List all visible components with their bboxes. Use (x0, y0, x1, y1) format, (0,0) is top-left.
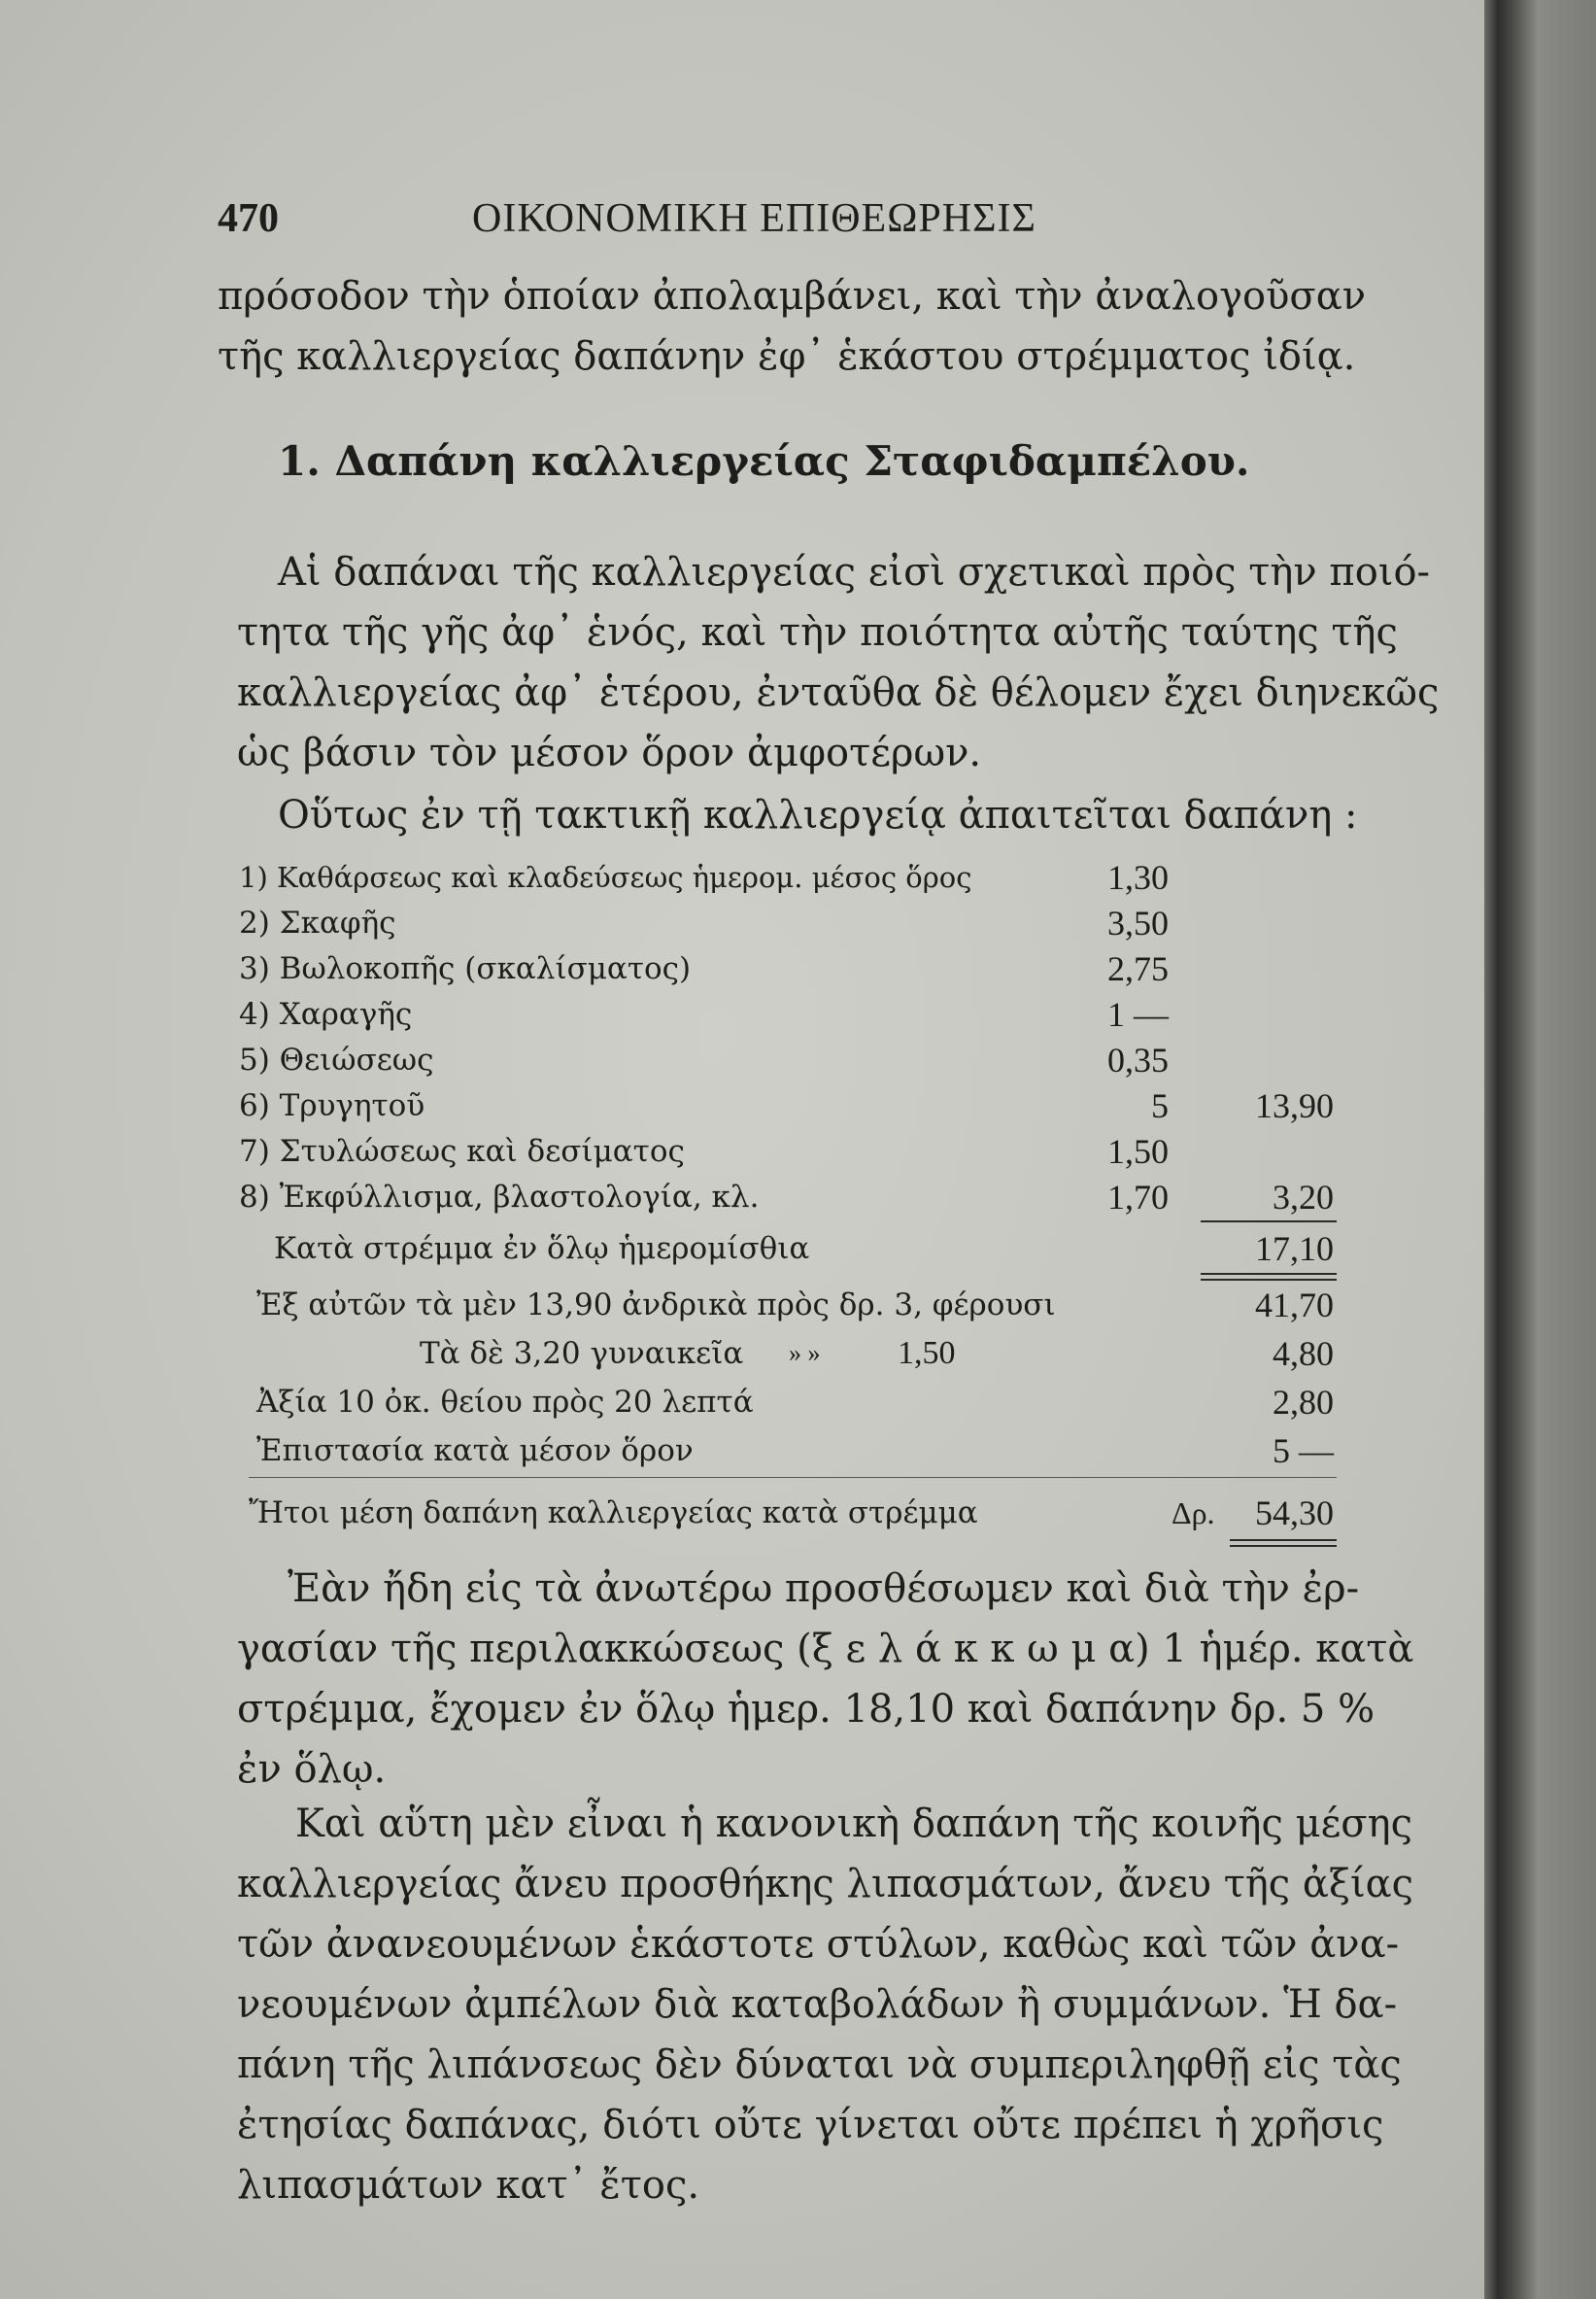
grand-total-underline (1230, 1539, 1337, 1541)
item-subtotal: 13,90 (1255, 1086, 1334, 1125)
text-line: λιπασμάτων κατ᾽ ἔτος. (237, 2163, 700, 2208)
page-number: 470 (218, 196, 279, 241)
text-line: ὡς βάσιν τὸν μέσον ὅρον ἀμφοτέρων. (237, 731, 982, 775)
item-value: 3,50 (1107, 904, 1169, 943)
item-value: 2,75 (1107, 949, 1169, 988)
text-line: τῆς καλλιεργείας δαπάνην ἐφ᾽ ἑκάστου στρέμματος ἰδίᾳ. (218, 334, 1356, 379)
table-row-sulphur (239, 1380, 1341, 1424)
grand-total-label: Ἤτοι μέση δαπάνη καλλιεργείας κατὰ στρέμμα (249, 1495, 978, 1530)
grand-total-rule (249, 1477, 1337, 1478)
running-title: ΟΙΚΟΝΟΜΙΚΗ ΕΠΙΘΕΩΡΗΣΙΣ (472, 196, 1036, 241)
table-row (239, 855, 1341, 900)
item-value: 5 (1151, 1086, 1169, 1125)
women-ditto: » » (789, 1339, 821, 1367)
text-line: Οὕτως ἐν τῇ τακτικῇ καλλιεργείᾳ ἀπαιτεῖται δαπάνη : (278, 793, 1358, 838)
table-row-men (239, 1283, 1341, 1327)
item-label: 5) Θειώσεως (239, 1043, 434, 1078)
women-rate: 1,50 (898, 1335, 956, 1371)
item-value: 0,35 (1107, 1041, 1169, 1080)
sulphur-value: 2,80 (1273, 1383, 1334, 1422)
table-row (239, 1175, 1341, 1219)
grand-total-currency: Δρ. (1172, 1495, 1215, 1530)
text-line: πρόσοδον τὴν ὁποίαν ἀπολαμβάνει, καὶ τὴν ἀναλογοῦσαν (218, 274, 1367, 319)
total-rule (1201, 1273, 1337, 1275)
table-row-total-days (239, 1226, 1341, 1271)
text-line: τητα τῆς γῆς ἀφ᾽ ἑνός, καὶ τὴν ποιότητα αὐτῆς ταύτης τῆς (237, 610, 1398, 655)
item-label: 8) Ἐκφύλλισμα, βλαστολογία, κλ. (239, 1180, 760, 1215)
women-value: 4,80 (1273, 1334, 1334, 1373)
text-line: Ἐὰν ἤδη εἰς τὰ ἀνωτέρω προσθέσωμεν καὶ διὰ τὴν ἐρ- (288, 1566, 1360, 1611)
sulphur-label: Ἀξία 10 ὀκ. θείου πρὸς 20 λεπτά (256, 1385, 754, 1420)
text-line: πάνη τῆς λιπάνσεως δὲν δύναται νὰ συμπεριληφθῇ εἰς τὰς (237, 2042, 1402, 2087)
total-rule (1201, 1279, 1337, 1281)
book-gutter (1484, 0, 1596, 2299)
item-label: 1) Καθάρσεως καὶ κλαδεύσεως ἡμερομ. μέσος ὅρος (239, 861, 972, 894)
running-header (218, 185, 1335, 253)
item-subtotal: 3,20 (1273, 1178, 1334, 1217)
table-row-supervision (239, 1428, 1341, 1473)
supervision-value: 5 — (1273, 1431, 1334, 1470)
men-label: Ἐξ αὐτῶν τὰ μὲν 13,90 ἀνδρικὰ πρὸς δρ. 3, φέρουσι (256, 1287, 1056, 1322)
table-row (239, 946, 1341, 991)
item-value: 1,50 (1107, 1132, 1169, 1171)
total-days-label: Κατὰ στρέμμα ἐν ὅλῳ ἡμερομίσθια (274, 1231, 810, 1266)
text-line: ἐν ὅλῳ. (237, 1747, 387, 1792)
table-row (239, 1129, 1341, 1174)
cost-table (239, 855, 1341, 1564)
text-line: στρέμμα, ἔχομεν ἐν ὅλῳ ἡμερ. 18,10 καὶ δαπάνην δρ. 5 % (237, 1687, 1375, 1732)
item-label: 4) Χαραγῆς (239, 997, 413, 1032)
item-label: 7) Στυλώσεως καὶ δεσίματος (239, 1134, 685, 1169)
table-row (239, 1083, 1341, 1128)
text-line: Καὶ αὕτη μὲν εἶναι ἡ κανονικὴ δαπάνη τῆς κοινῆς μέσης (295, 1801, 1412, 1846)
men-value: 41,70 (1255, 1286, 1334, 1324)
text-line: ἐτησίας δαπάνας, διότι οὔτε γίνεται οὔτε πρέπει ἡ χρῆσις (237, 2103, 1384, 2147)
table-row-women (239, 1331, 1341, 1376)
text-line: τῶν ἀνανεουμένων ἑκάστοτε στύλων, καθὼς καὶ τῶν ἀνα- (237, 1922, 1400, 1967)
text-line: γασίαν τῆς περιλακκώσεως (ξ ε λ ά κ κ ω μ α) 1 ἡμέρ. κατὰ (237, 1627, 1414, 1671)
section-heading: 1. Δαπάνη καλλιεργείας Σταφιδαμπέλου. (278, 437, 1250, 485)
item-label: 2) Σκαφῆς (239, 906, 396, 941)
text-line: καλλιεργείας ἀφ᾽ ἑτέρου, ἐνταῦθα δὲ θέλομεν ἔχει διηνεκῶς (237, 670, 1440, 715)
table-row (239, 1038, 1341, 1082)
supervision-label: Ἐπιστασία κατὰ μέσον ὅρον (256, 1433, 694, 1468)
text-line: καλλιεργείας ἄνευ προσθήκης λιπασμάτων, ἄνευ τῆς ἀξίας (237, 1862, 1414, 1906)
table-row (239, 992, 1341, 1037)
grand-total-underline (1230, 1545, 1337, 1547)
table-row (239, 901, 1341, 945)
total-days-value: 17,10 (1255, 1229, 1334, 1268)
item-label: 6) Τρυγητοῦ (239, 1088, 425, 1123)
grand-total-value: 54,30 (1255, 1493, 1334, 1532)
text-line: Αἱ δαπάναι τῆς καλλιεργείας εἰσὶ σχετικαὶ πρὸς τὴν ποιό- (278, 550, 1431, 595)
item-value: 1,30 (1107, 858, 1169, 897)
table-row-grand-total (239, 1491, 1341, 1535)
item-label: 3) Βωλοκοπῆς (σκαλίσματος) (239, 951, 692, 986)
women-label: Τὰ δὲ 3,20 γυναικεῖα (420, 1336, 744, 1371)
text-line: νεουμένων ἀμπέλων διὰ καταβολάδων ἢ συμμάνων. Ἡ δα- (237, 1982, 1398, 2027)
item-value: 1,70 (1107, 1178, 1169, 1217)
item-value: 1 — (1107, 995, 1169, 1034)
subtotal-rule (1201, 1220, 1337, 1222)
